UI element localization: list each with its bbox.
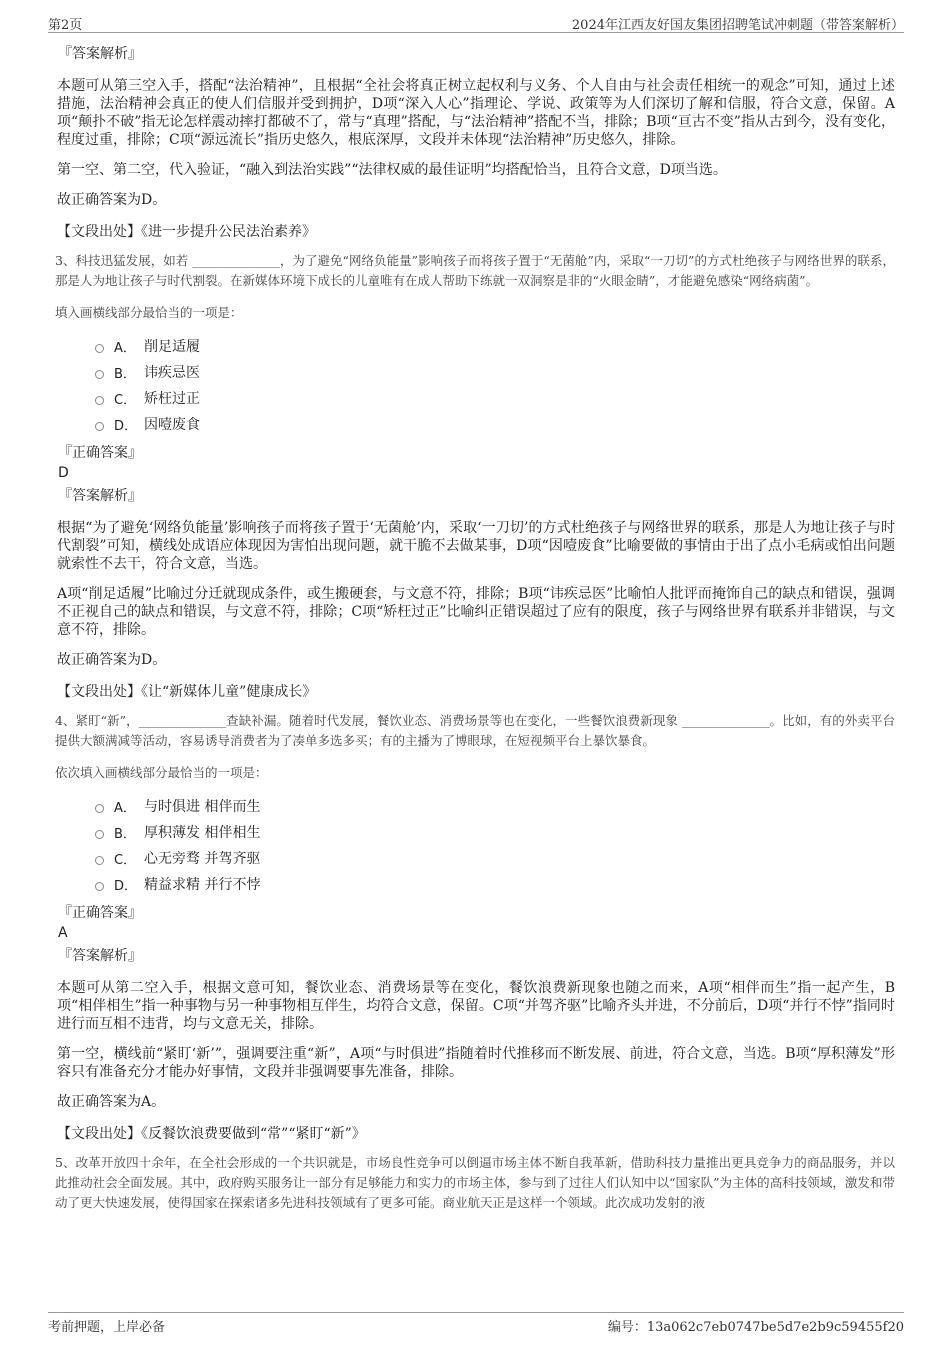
question-4: 4、紧盯“新”，______________查缺补漏。随着时代发展，餐饮业态、消费场景等也在变化，一些餐饮浪费新现象 ______________。比如，有的外卖平台提供大额满减等活动，容易诱导消费者为了凑单多选多买；有的主播为了博眼球，在短视频平台上暴饮暴食。 <box>55 713 895 748</box>
option-c[interactable]: C． 心无旁骛 并驾齐驱 <box>95 845 895 871</box>
question-5: 5、改革开放四十余年，在全社会形成的一个共识就是，市场良性竞争可以倒逼市场主体不断自我革新，借助科技力量推出更具竞争力的商品服务，并以此推动社会全面发展。其中，政府购买服务让一部分有足够能力和实力的市场主体，参与到了过往人们认知中以“国家队”为主体的高科技领域，激发和带动了更大快速发展，使得国家在探索诸多先进科技领域有了更多可能。商业航天正是这样一个领域。此次成功发射的液 <box>55 1155 895 1210</box>
question-prompt: 依次填入画横线部分最恰当的一项是： <box>55 765 268 780</box>
option-d[interactable]: D． 因噎废食 <box>95 411 895 437</box>
document-body <box>55 44 895 1213</box>
analysis-label: 『答案解析』 <box>58 948 142 964</box>
page-header <box>48 12 904 33</box>
analysis-paragraph: A项“削足适履”比喻过分迁就现成条件，或生搬硬套，与文意不符，排除；B项“讳疾忌医”比喻怕人批评而掩饰自己的缺点和错误，强调不正视自己的缺点和错误，与文意不符，排除；C项“矫枉过正”比喻纠正错误超过了应有的限度，孩子与网络世界有联系并非错误，与文意不符，排除。 <box>57 586 895 638</box>
correct-answer-label: 『正确答案』 <box>58 905 142 921</box>
option-b[interactable]: B． 讳疾忌医 <box>95 359 895 385</box>
document-title: 2024年江西友好国友集团招聘笔试冲刺题（带答案解析） <box>571 18 904 33</box>
option-c[interactable]: C． 矫枉过正 <box>95 385 895 411</box>
source-citation: 【文段出处】《进一步提升公民法治素养》 <box>57 224 316 240</box>
radio-icon[interactable] <box>95 856 104 865</box>
analysis-label: 『答案解析』 <box>58 488 142 504</box>
radio-icon[interactable] <box>95 370 104 379</box>
option-d[interactable]: D． 精益求精 并行不悖 <box>95 871 895 897</box>
page-number: 第2页 <box>48 18 83 33</box>
question-prompt: 填入画横线部分最恰当的一项是： <box>55 305 243 320</box>
analysis-conclusion: 故正确答案为D。 <box>57 652 167 668</box>
correct-answer: A <box>58 925 68 941</box>
page-footer <box>48 1312 904 1335</box>
radio-icon[interactable] <box>95 804 104 813</box>
option-b[interactable]: B． 厚积薄发 相伴相生 <box>95 819 895 845</box>
analysis-paragraph: 第一空，横线前“紧盯‘新’”，强调要注重“新”，A项“与时俱进”指随着时代推移而不断发展、前进，符合文意，当选。B项“厚积薄发”形容只有准备充分才能办好事情，文段并非强调要事先准备，排除。 <box>57 1046 895 1080</box>
source-citation: 【文段出处】《让“新媒体儿童”健康成长》 <box>57 684 317 700</box>
question-3: 3、科技迅猛发展，如若 ______________，为了避免“网络负能量”影响孩子而将孩子置于“无菌舱”内，采取“一刀切”的方式杜绝孩子与网络世界的联系，那是人为地让孩子与时代割裂。在新媒体环境下成长的儿童唯有在成人帮助下练就一双洞察是非的“火眼金睛”，才能避免感染“网络病菌”。 <box>55 253 895 288</box>
analysis-paragraph: 根据“为了避免‘网络负能量’影响孩子而将孩子置于‘无菌舱’内，采取‘一刀切’的方式杜绝孩子与网络世界的联系，那是人为地让孩子与时代割裂”可知，横线处成语应体现因为害怕出现问题，就干脆不去做某事，D项“因噎废食”比喻要做的事情由于出了点小毛病或怕出问题就索性不去干，符合文意，当选。 <box>57 520 895 572</box>
document-id: 编号：13a062c7eb0747be5d7e2b9c59455f20 <box>607 1320 904 1335</box>
source-citation: 【文段出处】《反餐饮浪费要做到“常”“紧盯“新”》 <box>57 1126 366 1142</box>
radio-icon[interactable] <box>95 422 104 431</box>
radio-icon[interactable] <box>95 344 104 353</box>
analysis-paragraph: 本题可从第三空入手，搭配“法治精神”，且根据“全社会将真正树立起权利与义务、个人自由与社会责任相统一的观念”可知，通过上述措施，法治精神会真正的使人们信服并受到拥护，D项“深入人心”指理论、学说、政策等为人们深切了解和信服，符合文意，保留。A项“颠扑不破”指无论怎样震动摔打都破不了，常与“真理”搭配，与“法治精神”搭配不当，排除；B项“亘古不变”指从古到今，没有变化，程度过重，排除；C项“源远流长”指历史悠久，根底深厚，文段并未体现“法治精神”历史悠久，排除。 <box>57 78 895 148</box>
analysis-paragraph: 本题可从第二空入手，根据文意可知，餐饮业态、消费场景等在变化，餐饮浪费新现象也随之而来，A项“相伴而生”指一起产生，B项“相伴相生”指一种事物与另一种事物相互伴生，均符合文意，保留。C项“并驾齐驱”比喻齐头并进，不分前后，D项“并行不悖”指同时进行而互相不违背，均与文意无关，排除。 <box>57 980 895 1032</box>
analysis-paragraph: 第一空、第二空，代入验证，“融入到法治实践”“法律权威的最佳证明”均搭配恰当，且符合文意，D项当选。 <box>57 162 727 178</box>
option-a[interactable]: A． 与时俱进 相伴而生 <box>95 793 895 819</box>
radio-icon[interactable] <box>95 830 104 839</box>
correct-answer: D <box>58 465 69 481</box>
analysis-conclusion: 故正确答案为A。 <box>57 1094 166 1110</box>
radio-icon[interactable] <box>95 882 104 891</box>
analysis-label: 『答案解析』 <box>58 46 142 62</box>
correct-answer-label: 『正确答案』 <box>58 445 142 461</box>
analysis-conclusion: 故正确答案为D。 <box>57 192 167 208</box>
footer-slogan: 考前押题，上岸必备 <box>48 1320 166 1335</box>
radio-icon[interactable] <box>95 396 104 405</box>
options-group <box>95 793 895 897</box>
options-group <box>95 333 895 437</box>
option-a[interactable]: A． 削足适履 <box>95 333 895 359</box>
